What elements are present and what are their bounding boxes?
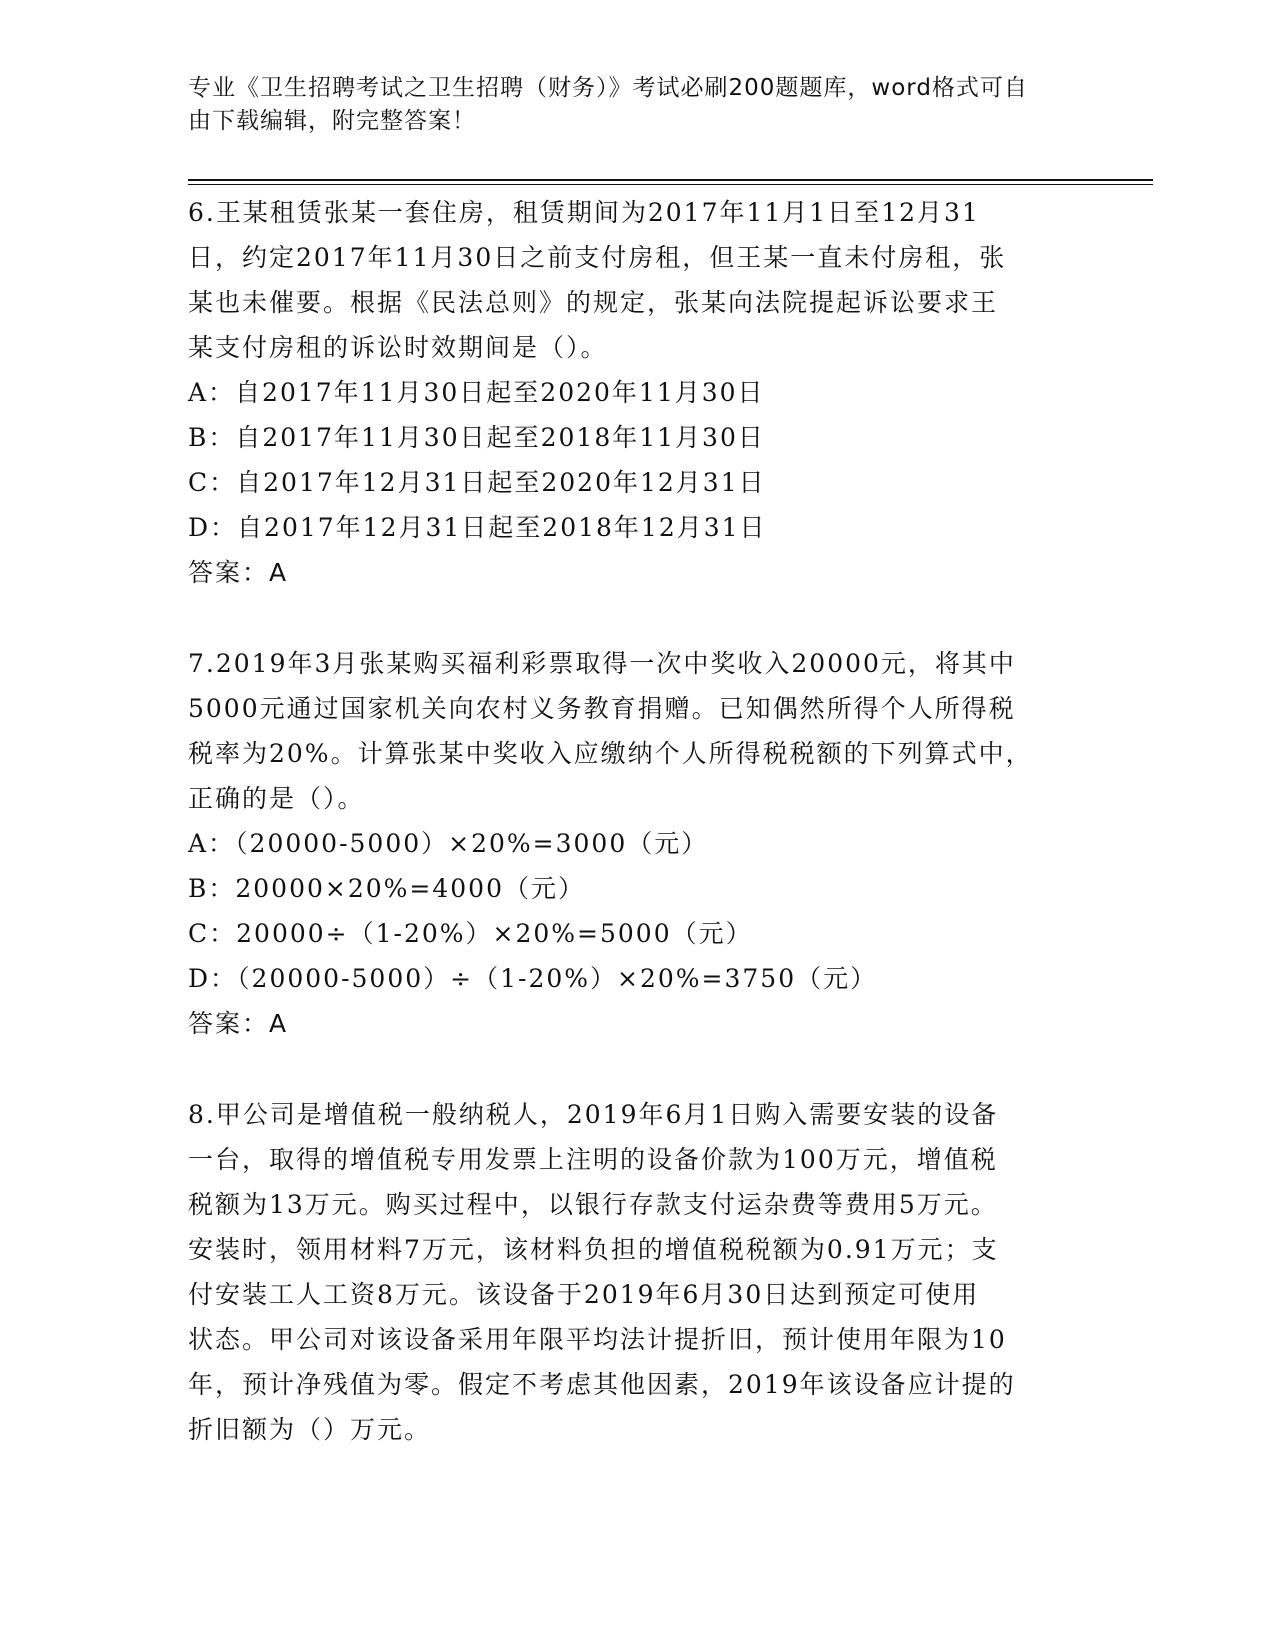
question-6 [188, 190, 1078, 595]
stem-line: 安装时，领用材料7万元，该材料负担的增值税税额为0.91万元；支 [188, 1235, 999, 1264]
option-d: D：（20000-5000）÷（1-20%）×20%=3750（元） [188, 964, 878, 993]
document-header [188, 72, 1088, 138]
header-divider-thin [188, 184, 1153, 185]
stem-line: 某也未催要。根据《民法总则》的规定，张某向法院提起诉讼要求王 [188, 288, 999, 317]
option-a: A：自2017年11月30日起至2020年11月30日 [188, 378, 765, 407]
stem-line: 日，约定2017年11月30日之前支付房租，但王某一直未付房租，张 [188, 243, 1007, 272]
option-c: C：20000÷（1-20%）×20%=5000（元） [188, 919, 753, 948]
stem-line: 7.2019年3月张某购买福利彩票取得一次中奖收入20000元，将其中 [188, 649, 1016, 678]
answer-label: 答案：A [188, 558, 289, 587]
question-list [188, 190, 1078, 1498]
stem-line: 税额为13万元。购买过程中，以银行存款支付运杂费等费用5万元。 [188, 1190, 998, 1219]
header-line-1: 专业《卫生招聘考试之卫生招聘（财务）》考试必刷200题题库，word格式可自 [188, 75, 1028, 101]
stem-line: 5000元通过国家机关向农村义务教育捐赠。已知偶然所得个人所得税 [188, 694, 1016, 723]
stem-line: 8.甲公司是增值税一般纳税人，2019年6月1日购入需要安装的设备 [188, 1100, 999, 1129]
stem-line: 折旧额为（）万元。 [188, 1415, 432, 1444]
answer-label: 答案：A [188, 1009, 289, 1038]
stem-line: 年，预计净残值为零。假定不考虑其他因素，2019年该设备应计提的 [188, 1370, 1016, 1399]
question-stem [188, 641, 1078, 821]
header-line-2: 由下载编辑，附完整答案！ [188, 108, 476, 134]
question-stem [188, 1092, 1078, 1452]
stem-line: 6.王某租赁张某一套住房，租赁期间为2017年11月1日至12月31 [188, 198, 980, 227]
option-c: C：自2017年12月31日起至2020年12月31日 [188, 468, 766, 497]
question-8 [188, 1092, 1078, 1452]
option-b: B：自2017年11月30日起至2018年11月30日 [188, 423, 765, 452]
stem-line: 一台，取得的增值税专用发票上注明的设备价款为100万元，增值税 [188, 1145, 998, 1174]
stem-line: 税率为20%。计算张某中奖收入应缴纳个人所得税税额的下列算式中， [188, 739, 1033, 768]
option-a: A：（20000-5000）×20%=3000（元） [188, 829, 709, 858]
stem-line: 正确的是（）。 [188, 784, 365, 813]
question-stem [188, 190, 1078, 370]
option-b: B：20000×20%=4000（元） [188, 874, 585, 903]
question-7 [188, 641, 1078, 1046]
option-d: D：自2017年12月31日起至2018年12月31日 [188, 513, 767, 542]
stem-line: 付安装工人工资8万元。该设备于2019年6月30日达到预定可使用 [188, 1280, 980, 1309]
stem-line: 某支付房租的诉讼时效期间是（）。 [188, 333, 608, 362]
header-divider-thick [188, 179, 1153, 181]
stem-line: 状态。甲公司对该设备采用年限平均法计提折旧，预计使用年限为10 [188, 1325, 1007, 1354]
